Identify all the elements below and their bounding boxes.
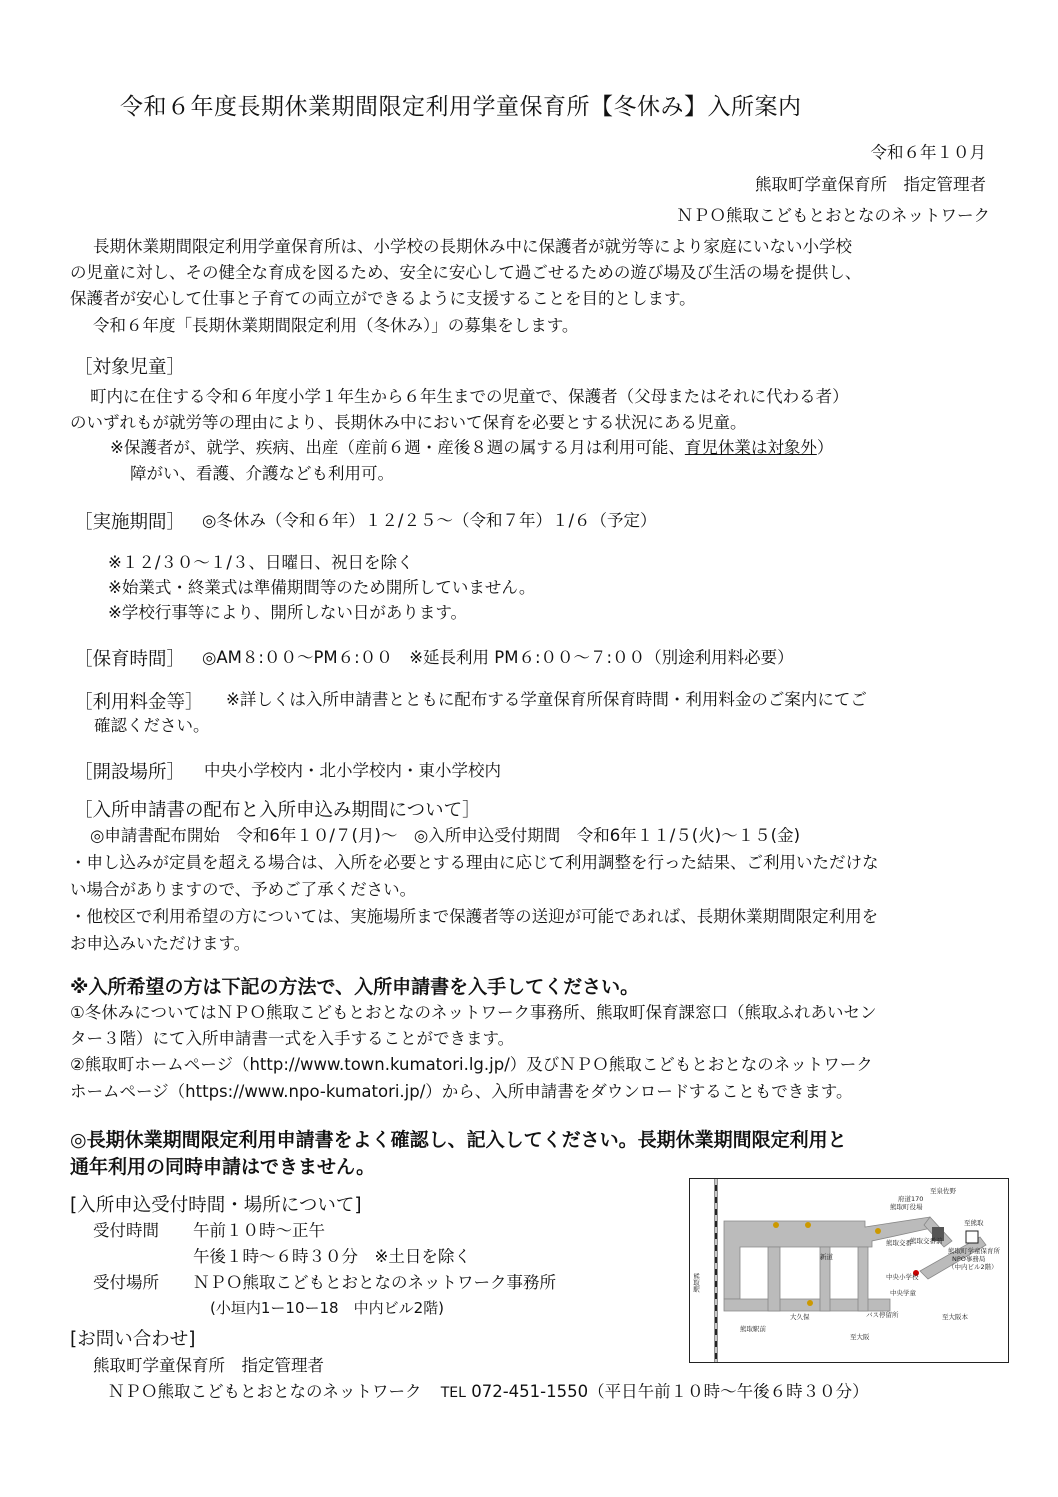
application-heading: ［入所申請書の配布と入所申込み期間について］ bbox=[74, 800, 481, 821]
issuer-line1: 熊取町学童保育所 指定管理者 bbox=[755, 175, 986, 194]
target-note-c: ） bbox=[816, 438, 834, 457]
intro-line: の児童に対し、その健全な育成を図るため、安全に安心して過ごせるための遊び場及び生活の場を提供し、 bbox=[70, 263, 862, 282]
tel-label: TEL bbox=[440, 1385, 466, 1401]
map-label-road1: 新道 bbox=[820, 1253, 833, 1261]
map-label-bottom: 至大阪 bbox=[850, 1333, 870, 1341]
map-label-office2: NPO事務局 bbox=[952, 1255, 986, 1263]
reception-place: ＮＰＯ熊取こどもとおとなのネットワーク事務所 bbox=[193, 1273, 556, 1292]
location-heading: ［開設場所］ bbox=[74, 762, 186, 783]
access-map-svg bbox=[690, 1179, 1008, 1362]
map-marker bbox=[773, 1222, 779, 1228]
contact-name: ＮＰＯ熊取こどもとおとなのネットワーク bbox=[108, 1382, 422, 1401]
target-heading: ［対象児童］ bbox=[74, 357, 186, 378]
page-title: 令和６年度長期休業期間限定利用学童保育所【冬休み】入所案内 bbox=[120, 94, 802, 120]
target-line: のいずれもが就労等の理由により、長期休み中において保育を必要とする状況にある児童。 bbox=[70, 413, 747, 432]
contact-tel: 072-451-1550（平日午前１０時～午後６時３０分） bbox=[471, 1382, 869, 1401]
target-note bbox=[110, 438, 833, 459]
fee-heading: ［利用料金等］ bbox=[74, 692, 204, 713]
period-note: ※始業式・終業式は準備期間等のため開所していません。 bbox=[108, 578, 536, 597]
howto-line: ②熊取町ホームページ（http://www.town.kumatori.lg.jp/）及びＮＰＯ熊取こどもとおとなのネットワーク bbox=[70, 1055, 873, 1074]
map-label-office3: （中内ビル2階） bbox=[948, 1263, 998, 1271]
issuer-line2: ＮＰＯ熊取こどもとおとなのネットワーク bbox=[676, 206, 990, 225]
contact-heading: [お問い合わせ] bbox=[70, 1329, 196, 1350]
map-label-top: 至泉佐野 bbox=[930, 1187, 956, 1195]
contact-line bbox=[108, 1382, 869, 1403]
howto-line: ①冬休みについてはＮＰＯ熊取こどもとおとなのネットワーク事務所、熊取町保育課窓口（熊取ふれあいセン bbox=[70, 1003, 877, 1022]
howto-heading: ※入所希望の方は下記の方法で、入所申請書を入手してください。 bbox=[70, 976, 640, 998]
contact-org: 熊取町学童保育所 指定管理者 bbox=[93, 1356, 324, 1375]
reception-time: 午前１０時～正午 bbox=[193, 1221, 325, 1240]
intro-line: 長期休業期間限定利用学童保育所は、小学校の長期休み中に保護者が就労等により家庭にいない小学校 bbox=[93, 237, 852, 256]
npo-office-marker bbox=[966, 1231, 978, 1243]
notice-line: ◎長期休業期間限定利用申請書をよく確認し、記入してください。長期休業期間限定利用と bbox=[70, 1129, 847, 1151]
map-marker bbox=[875, 1228, 881, 1234]
map-label-tomb: 至大阪本 bbox=[942, 1313, 968, 1321]
map-label-civic: 熊取町役場 bbox=[890, 1203, 923, 1211]
map-label-school-south: 中央学童 bbox=[890, 1289, 916, 1297]
reception-place-label: 受付場所 bbox=[93, 1273, 159, 1292]
issue-date: 令和６年１０月 bbox=[870, 143, 986, 162]
map-marker bbox=[805, 1222, 811, 1228]
reception-heading: [入所申込受付時間・場所について] bbox=[70, 1195, 362, 1216]
map-label-park: 熊取駅前 bbox=[740, 1325, 766, 1333]
map-label-route: 府道170 bbox=[898, 1195, 924, 1203]
map-label-office1: 熊取町学童保育所 bbox=[948, 1247, 1000, 1255]
map-label-road2: 大久保 bbox=[790, 1313, 810, 1321]
application-line: ・申し込みが定員を超える場合は、入所を必要とする理由に応じて利用調整を行った結果、ご利用いただけな bbox=[70, 853, 879, 872]
location-value: 中央小学校内・北小学校内・東小学校内 bbox=[204, 761, 501, 780]
period-heading: ［実施期間］ bbox=[74, 512, 186, 533]
application-dates: ◎申請書配布開始 令和6年１０/７(月)～ ◎入所申込受付期間 令和6年１１/５(火)～１５(金) bbox=[90, 826, 801, 845]
notice-line: 通年利用の同時申請はできません。 bbox=[70, 1156, 376, 1178]
reception-time: 午後１時～６時３０分 ※土日を除く bbox=[193, 1247, 471, 1266]
reception-time-label: 受付時間 bbox=[93, 1221, 159, 1240]
access-map bbox=[689, 1178, 1009, 1363]
hours-value: ◎AM８:００～PM６:００ ※延長利用 PM６:００～７:００（別途利用料必要） bbox=[202, 648, 794, 667]
fee-line: ※詳しくは入所申請書とともに配布する学童保育所保育時間・利用料金のご案内にてご bbox=[226, 690, 867, 709]
period-note: ※１２/３０～１/３、日曜日、祝日を除く bbox=[108, 553, 414, 572]
map-label-bus: バス停留所 bbox=[866, 1311, 899, 1319]
map-label-fire: 熊取交番 bbox=[886, 1239, 912, 1247]
intro-line: 令和６年度「長期休業期間限定利用（冬休み）」の募集をします。 bbox=[93, 316, 579, 335]
map-label-hall: 中央小学校 bbox=[886, 1273, 919, 1281]
target-note-a: ※保護者が、就学、疾病、出産（産前６週・産後８週の属する月は利用可能、 bbox=[110, 438, 685, 457]
application-line: お申込みいただけます。 bbox=[70, 934, 251, 953]
howto-line: ター３階）にて入所申請書一式を入手することができます。 bbox=[70, 1029, 515, 1048]
map-label-ne: 至熊取 bbox=[964, 1219, 984, 1227]
map-marker bbox=[807, 1300, 813, 1306]
map-label-station: 熊取駅 bbox=[692, 1273, 700, 1293]
map-label-police: 熊取交番前 bbox=[910, 1237, 943, 1245]
howto-line: ホームページ（https://www.npo-kumatori.jp/）から、入所申請書をダウンロードすることもできます。 bbox=[70, 1082, 853, 1101]
period-value: ◎冬休み（令和６年）１２/２５～（令和７年）１/６（予定） bbox=[202, 511, 657, 530]
road-network bbox=[724, 1217, 986, 1311]
application-line: い場合がありますので、予めご了承ください。 bbox=[70, 880, 417, 899]
intro-line: 保護者が安心して仕事と子育ての両立ができるように支援することを目的とします。 bbox=[70, 289, 696, 308]
application-line: ・他校区で利用希望の方については、実施場所まで保護者等の送迎が可能であれば、長期休業期間限定利用を bbox=[70, 907, 879, 926]
fee-line: 確認ください。 bbox=[94, 716, 210, 735]
reception-address: (小垣内1ー10ー18 中内ビル2階) bbox=[210, 1299, 444, 1317]
target-note: 障がい、看護、介護なども利用可。 bbox=[130, 464, 394, 483]
hours-heading: ［保育時間］ bbox=[74, 649, 186, 670]
target-note-underlined: 育児休業は対象外 bbox=[684, 438, 817, 457]
target-line: 町内に在住する令和６年度小学１年生から６年生までの児童で、保護者（父母またはそれに代わる者） bbox=[90, 387, 849, 406]
period-note: ※学校行事等により、開所しない日があります。 bbox=[108, 603, 468, 622]
